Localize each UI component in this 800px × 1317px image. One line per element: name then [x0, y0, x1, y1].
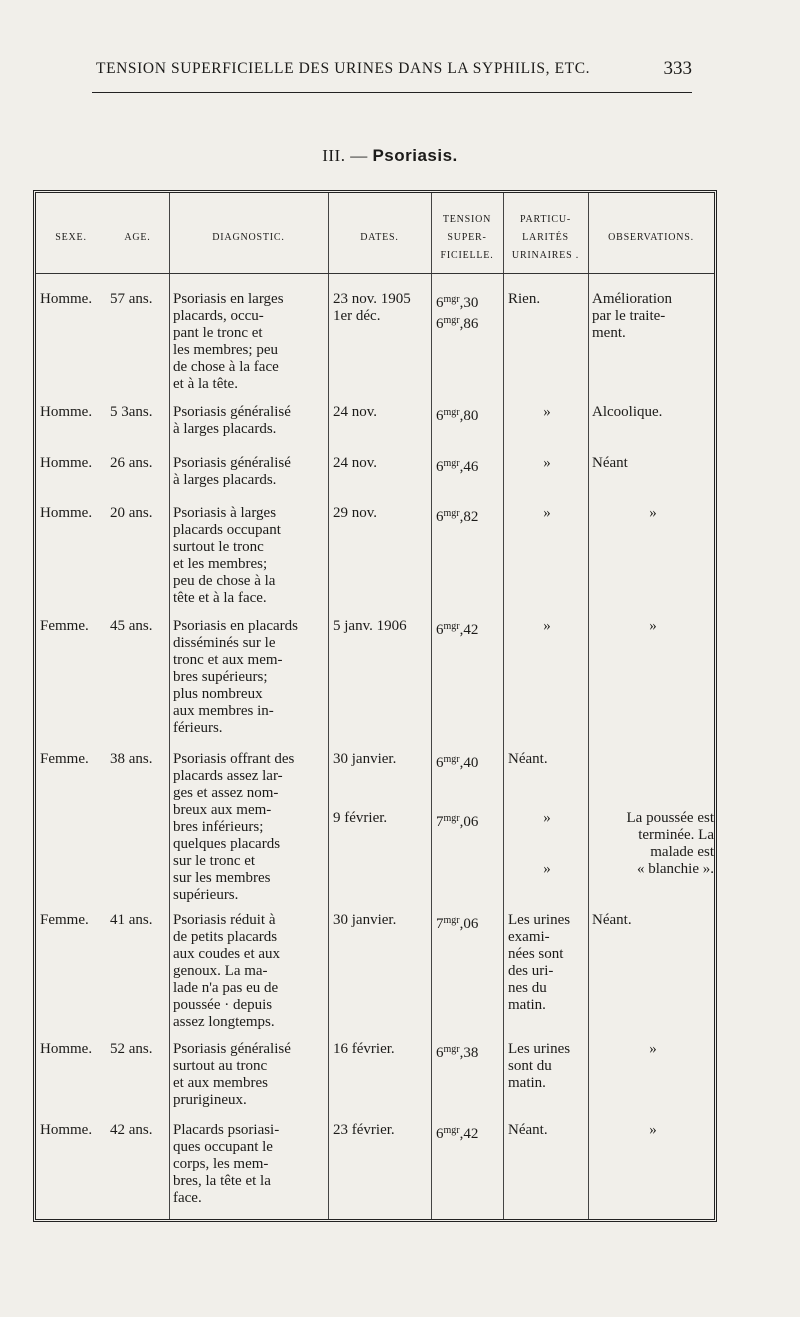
cell-observations: Néant.: [592, 912, 632, 928]
cell-age: 26 ans.: [110, 455, 153, 471]
cell-observations: Alcoolique.: [592, 404, 663, 420]
page-number: 333: [663, 58, 692, 79]
cell-age: 42 ans.: [110, 1122, 153, 1138]
cell-dates: 24 nov.: [333, 455, 378, 471]
col-header-diagnostic: DIAGNOSTIC.: [212, 232, 285, 243]
cell-age: 57 ans.: [110, 291, 153, 307]
cell-particularites: »: [543, 505, 551, 521]
cell-particularites: »: [543, 810, 551, 826]
cell-diagnostic: Psoriasis généralisé à larges placards.: [173, 404, 291, 437]
col-header-observations: OBSERVATIONS.: [608, 232, 694, 243]
cell-particularites: Néant.: [508, 751, 548, 767]
cell-age: 45 ans.: [110, 618, 153, 634]
cell-tension: $6^{mgr},38$: [436, 1044, 479, 1061]
cell-dates: 9 février.: [333, 810, 388, 826]
cell-tension: $6^{mgr},40$: [436, 754, 479, 771]
cell-tension: $6^{mgr},30$ $6^{mgr},86$: [436, 294, 479, 332]
col-header-particularites: PARTICU- LARITÉS URINAIRES .: [511, 214, 580, 261]
cell-observations: »: [649, 505, 657, 521]
cell-sexe: Femme.: [40, 618, 89, 634]
cell-dates: 5 janv. 1906: [333, 618, 407, 634]
section-title: [0, 146, 780, 166]
col-header-dates: DATES.: [360, 232, 399, 243]
cell-dates: 29 nov.: [333, 505, 378, 521]
cell-particularites: »: [543, 861, 551, 877]
cell-tension: $6^{mgr},46$: [436, 458, 479, 475]
psoriasis-table: [33, 190, 717, 1222]
column-divider: [588, 193, 589, 1219]
cell-diagnostic: Psoriasis généralisé surtout au tronc et aux membres prurigineux.: [173, 1041, 291, 1108]
cell-age: 52 ans.: [110, 1041, 153, 1057]
cell-observations: »: [649, 618, 657, 634]
cell-observations: »: [649, 1122, 657, 1138]
cell-particularites: Les urines exami- nées sont des uri- nes du matin.: [508, 912, 571, 1013]
cell-tension: $7^{mgr},06$: [436, 915, 479, 932]
cell-observations: Amélioration par le traite- ment.: [592, 291, 672, 341]
section-numeral: III. —: [322, 146, 373, 165]
cell-tension: $7^{mgr},06$: [436, 813, 479, 830]
cell-diagnostic: Psoriasis à larges placards occupant surtout le tronc et les membres; peu de chose à la tête et à la face.: [173, 505, 281, 606]
cell-diagnostic: Psoriasis en placards disséminés sur le tronc et aux mem- bres supérieurs; plus nombreux aux membres in- férieurs.: [173, 618, 298, 736]
cell-sexe: Homme.: [40, 505, 93, 521]
cell-age: 20 ans.: [110, 505, 153, 521]
cell-particularites: »: [543, 404, 551, 420]
cell-observations: La poussée est terminée. La malade est « blanchie ».: [626, 810, 714, 877]
header-rule: [92, 92, 692, 93]
cell-observations: »: [649, 1041, 657, 1057]
cell-dates: 23 février.: [333, 1122, 395, 1138]
cell-tension: $6^{mgr},80$: [436, 407, 479, 424]
cell-sexe: Homme.: [40, 1041, 93, 1057]
running-title: TENSION SUPERFICIELLE DES URINES DANS LA SYPHILIS, ETC.: [96, 60, 591, 77]
cell-sexe: Femme.: [40, 912, 89, 928]
cell-sexe: Homme.: [40, 291, 93, 307]
cell-particularites: »: [543, 618, 551, 634]
cell-particularites: Néant.: [508, 1122, 548, 1138]
cell-sexe: Homme.: [40, 1122, 93, 1138]
col-header-age: AGE.: [124, 232, 151, 243]
column-divider: [431, 193, 432, 1219]
cell-tension: $6^{mgr},82$: [436, 508, 479, 525]
cell-sexe: Homme.: [40, 455, 93, 471]
header-rule-bottom: [36, 273, 714, 274]
cell-particularites: Rien.: [508, 291, 541, 307]
section-name: Psoriasis.: [372, 146, 458, 165]
running-header: [88, 58, 692, 82]
cell-dates: 30 janvier.: [333, 751, 397, 767]
cell-particularites: Les urines sont du matin.: [508, 1041, 571, 1091]
cell-observations: Néant: [592, 455, 628, 471]
cell-dates: 16 février.: [333, 1041, 395, 1057]
cell-age: 41 ans.: [110, 912, 153, 928]
cell-dates: 23 nov. 1905 1er déc.: [333, 291, 411, 324]
cell-diagnostic: Psoriasis offrant des placards assez lar- ges et assez nom- breux aux mem- bres inférieurs; quelques placards sur le tronc et sur les membres supérieurs.: [173, 751, 295, 903]
cell-age: 5 3ans.: [110, 404, 153, 420]
cell-diagnostic: Placards psoriasi- ques occupant le corps, les mem- bres, la tête et la face.: [173, 1122, 280, 1206]
col-header-sexe: SEXE.: [55, 232, 87, 243]
cell-age: 38 ans.: [110, 751, 153, 767]
cell-tension: $6^{mgr},42$: [436, 1125, 479, 1142]
cell-tension: $6^{mgr},42$: [436, 621, 479, 638]
cell-dates: 24 nov.: [333, 404, 378, 420]
column-divider: [169, 193, 170, 1219]
column-divider: [328, 193, 329, 1219]
cell-sexe: Femme.: [40, 751, 89, 767]
cell-sexe: Homme.: [40, 404, 93, 420]
cell-diagnostic: Psoriasis en larges placards, occu- pant le tronc et les membres; peu de chose à la face et à la tête.: [173, 291, 284, 392]
column-divider: [503, 193, 504, 1219]
col-header-tension: TENSION SUPER- FICIELLE.: [440, 214, 494, 261]
cell-dates: 30 janvier.: [333, 912, 397, 928]
cell-diagnostic: Psoriasis réduit à de petits placards aux coudes et aux genoux. La ma- lade n'a pas eu de poussée · depuis assez longtemps.: [173, 912, 281, 1030]
cell-diagnostic: Psoriasis généralisé à larges placards.: [173, 455, 291, 488]
cell-particularites: »: [543, 455, 551, 471]
